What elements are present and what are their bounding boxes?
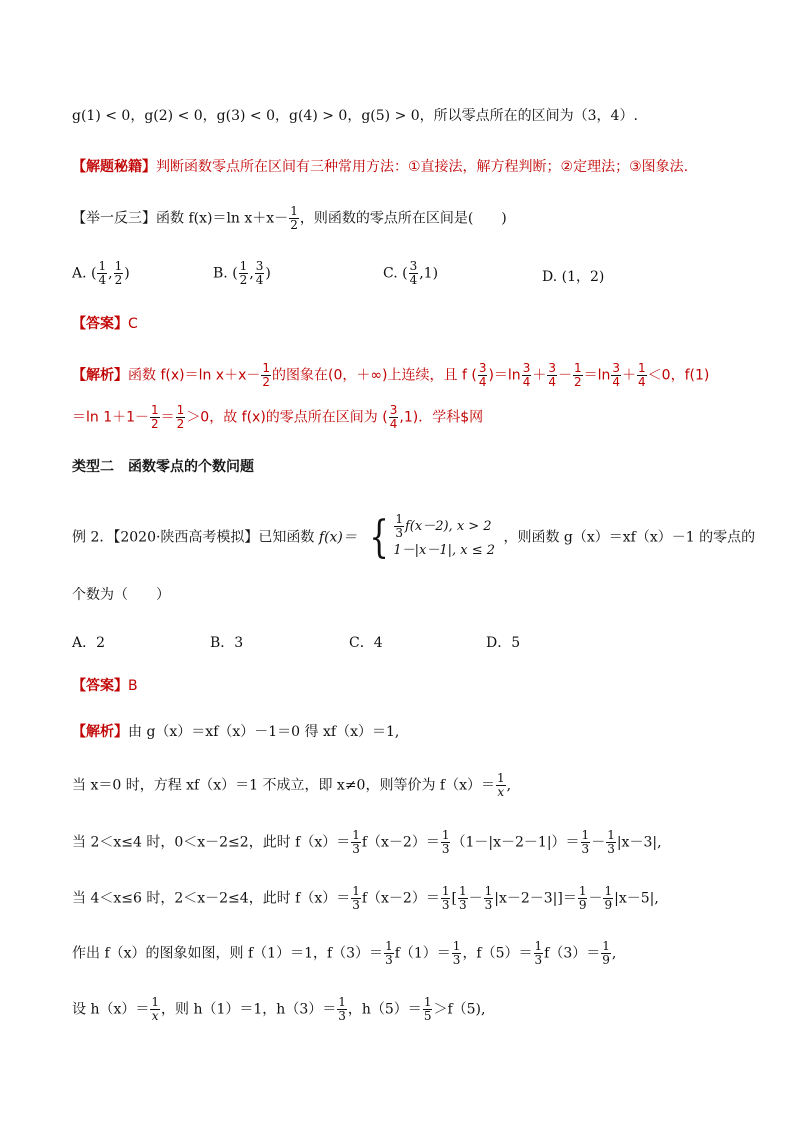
example2-question-line2: 个数为（ ）	[72, 587, 170, 603]
example3-answer	[72, 314, 138, 334]
ex2-option-d: D．5	[486, 635, 521, 651]
ex2-option-b: B．3	[210, 635, 244, 651]
option-d: D. (1，2)	[542, 269, 605, 285]
solution-tag: 【解析】	[72, 367, 128, 384]
half-fraction: $\frac{1}{2}$	[290, 204, 298, 232]
conclusion-line	[72, 106, 638, 126]
example3-solution-line1: 【解析】函数 f(x)＝ln x＋x－ $\frac{1}{2}$ 的图象在(0，＋∞)上连续，且 f ( $\frac{3}{4}$ )＝ln $\frac{3}{4}$ ＋ $\frac{3}{4}$ － $\frac{1}{2}$ ＝ln $\frac{3}{4}$ ＋ $\frac{1}{4}$ ＜0，f(1)	[72, 361, 710, 389]
piecewise-function: { $\frac{1}{3}$ f(x－2), x > 2 1－|x－1|, x ≤ 2	[369, 511, 496, 563]
ex2-solution-line1: 【解析】由 g（x）＝xf（x）－1＝0 得 xf（x）＝1,	[72, 724, 400, 740]
answer-value: C	[128, 316, 138, 332]
tip-line	[72, 157, 688, 177]
example3-solution-line2: ＝ln 1＋1－ $\frac{1}{2}$ ＝ $\frac{1}{2}$ ＞0，故 f(x)的零点所在区间为 ( $\frac{3}{4}$ ,1)．学科$网	[72, 403, 484, 431]
example2-answer: 【答案】B	[72, 678, 138, 694]
tip-tag: 【解题秘籍】	[72, 159, 156, 175]
ex2-option-a: A．2	[72, 635, 106, 651]
example2-question: 例 2．【2020·陕西高考模拟】已知函数 f(x)＝ { $\frac{1}{3}$ f(x－2), x > 2 1－|x－1|, x ≤ 2 ，则函数 g（x）＝xf（x）－1 的零点的	[72, 511, 756, 563]
conclusion-text: g(1) < 0，g(2) < 0，g(3) < 0，g(4) > 0，g(5) > 0，所以零点所在的区间为（3，4）.	[72, 108, 638, 124]
ex2-solution-line2: 当 x＝0 时，方程 xf（x）＝1 不成立，即 x≠0，则等价为 f（x）＝ $\frac{1}{x}$ ,	[72, 771, 512, 799]
ex2-option-c: C．4	[349, 635, 383, 651]
example3-question	[72, 205, 507, 232]
ex2-solution-line3: 当 2＜x≤4 时，0＜x－2≤2，此时 f（x）＝ $\frac{1}{3}$ f（x－2）＝ $\frac{1}{3}$ （1－|x－2－1|）＝ $\frac{1}{3}$ － $\frac{1}{3}$ |x－3|,	[72, 828, 662, 856]
option-c: C. ( $\frac{3}{4}$ ,1)	[383, 259, 439, 287]
tip-text: 判断函数零点所在区间有三种常用方法：①直接法，解方程判断；②定理法；③图象法.	[156, 159, 689, 175]
ex2-solution-line6: 设 h（x）＝ $\frac{1}{x}$ ，则 h（1）＝1，h（3）＝ $\frac{1}{3}$ ，h（5）＝ $\frac{1}{5}$ ＞f（5),	[72, 995, 486, 1023]
option-b: B. ( $\frac{1}{2}$ , $\frac{3}{4}$ )	[213, 259, 271, 287]
section-heading: 类型二 函数零点的个数问题	[72, 459, 254, 475]
example3-post: ，则函数的零点所在区间是( )	[299, 210, 507, 227]
example3-pre: 函数 f(x)＝ln x＋x－	[156, 210, 289, 227]
example3-tag: 【举一反三】	[72, 210, 156, 227]
ex2-solution-line5: 作出 f（x）的图象如图，则 f（1）＝1，f（3）＝ $\frac{1}{3}$ f（1）＝ $\frac{1}{3}$ ，f（5）＝ $\frac{1}{3}$ f（3）＝ $\frac{1}{9}$ ,	[72, 939, 617, 967]
answer-tag: 【答案】	[72, 316, 128, 332]
ex2-solution-line4: 当 4＜x≤6 时，2＜x－2≤4，此时 f（x）＝ $\frac{1}{3}$ f（x－2）＝ $\frac{1}{3}$ [ $\frac{1}{3}$ － $\frac{1}{3}$ |x－2－3|]＝ $\frac{1}{9}$ － $\frac{1}{9}$ |x－5|,	[72, 884, 659, 912]
option-a: A. ( $\frac{1}{4}$ , $\frac{1}{2}$ )	[72, 259, 130, 287]
